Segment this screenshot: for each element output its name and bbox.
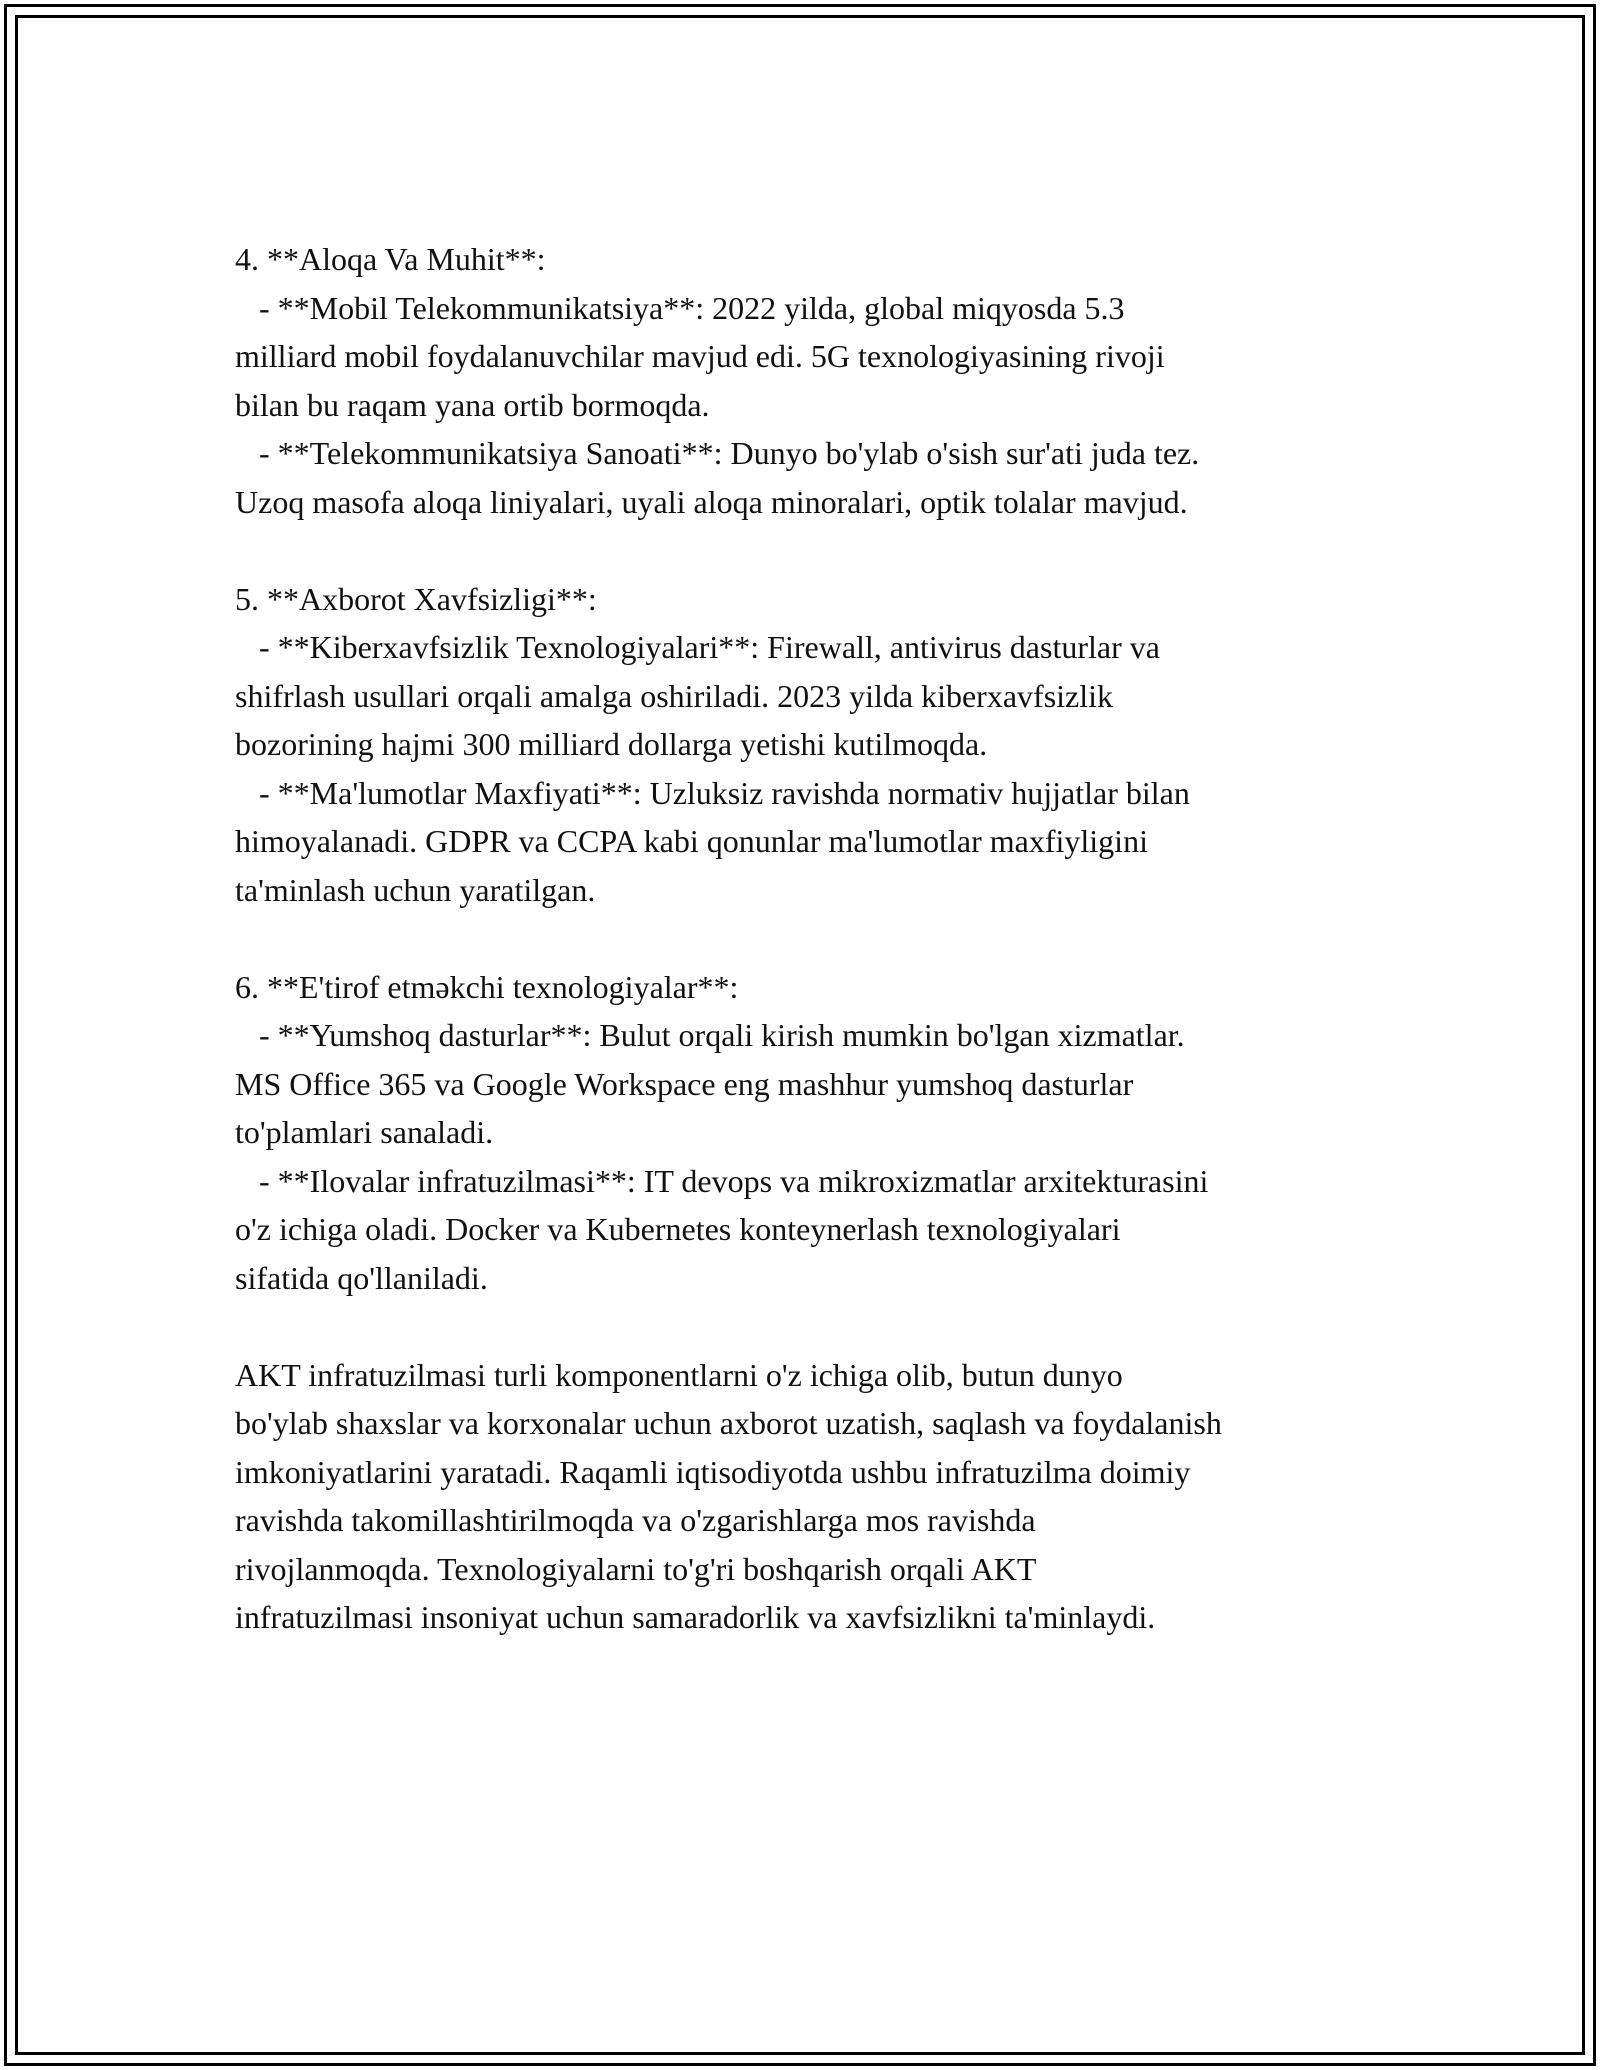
text-line: - **Ma'lumotlar Maxfiyati**: Uzluksiz ravishda normativ hujjatlar bilan bbox=[235, 774, 1190, 811]
text-line: milliard mobil foydalanuvchilar mavjud edi. 5G texnologiyasining rivoji bbox=[235, 338, 1165, 374]
text-line: - **Mobil Telekommunikatsiya**: 2022 yilda, global miqyosda 5.3 bbox=[235, 289, 1125, 326]
text-line: infratuzilmasi insoniyat uchun samaradorlik va xavfsizlikni ta'minlaydi. bbox=[235, 1599, 1156, 1635]
text-line: shifrlash usullari orqali amalga oshiriladi. 2023 yilda kiberxavfsizlik bbox=[235, 677, 1114, 714]
text-line: sifatida qo'llaniladi. bbox=[235, 1259, 488, 1296]
text-line: - **Telekommunikatsiya Sanoati**: Dunyo bo'ylab o'sish sur'ati juda tez. bbox=[235, 435, 1200, 471]
text-line: bilan bu raqam yana ortib bormoqda. bbox=[235, 386, 710, 423]
text-line: ta'minlash uchun yaratilgan. bbox=[235, 871, 596, 908]
text-line: AKT infratuzilmasi turli komponentlarni o'z ichiga olib, butun dunyo bbox=[235, 1356, 1123, 1393]
text-line: imkoniyatlarini yaratadi. Raqamli iqtisodiyotda ushbu infratuzilma doimiy bbox=[235, 1453, 1191, 1490]
text-line: himoyalanadi. GDPR va CCPA kabi qonunlar ma'lumotlar maxfiyligini bbox=[235, 823, 1148, 859]
text-line: - **Ilovalar infratuzilmasi**: IT devops va mikroxizmatlar arxitekturasini bbox=[235, 1162, 1209, 1199]
section-heading: 5. **Axborot Xavfsizligi**: bbox=[235, 580, 597, 617]
document-body bbox=[235, 235, 1395, 1642]
text-line: - **Yumshoq dasturlar**: Bulut orqali kirish mumkin bo'lgan xizmatlar. bbox=[235, 1017, 1185, 1053]
text-line: to'plamlari sanaladi. bbox=[235, 1114, 494, 1150]
section-heading: 6. **E'tirof etməkchi texnologiyalar**: bbox=[235, 968, 739, 1005]
text-line: - **Kiberxavfsizlik Texnologiyalari**: Firewall, antivirus dasturlar va bbox=[235, 629, 1160, 665]
text-line: MS Office 365 va Google Workspace eng mashhur yumshoq dasturlar bbox=[235, 1065, 1134, 1102]
section-axborot-xavfsizligi bbox=[235, 575, 1395, 915]
section-aloqa-va-muhit bbox=[235, 235, 1395, 526]
conclusion-paragraph bbox=[235, 1351, 1395, 1642]
text-line: bo'ylab shaxslar va korxonalar uchun axborot uzatish, saqlash va foydalanish bbox=[235, 1405, 1222, 1441]
text-line: Uzoq masofa aloqa liniyalari, uyali aloqa minoralari, optik tolalar mavjud. bbox=[235, 483, 1188, 520]
text-line: bozorining hajmi 300 milliard dollarga yetishi kutilmoqda. bbox=[235, 726, 988, 762]
section-etirof-texnologiyalar bbox=[235, 963, 1395, 1303]
section-heading: 4. **Aloqa Va Muhit**: bbox=[235, 241, 546, 277]
text-line: o'z ichiga oladi. Docker va Kubernetes konteynerlash texnologiyalari bbox=[235, 1211, 1121, 1247]
text-line: ravishda takomillashtirilmoqda va o'zgarishlarga mos ravishda bbox=[235, 1502, 1036, 1538]
text-line: rivojlanmoqda. Texnologiyalarni to'g'ri boshqarish orqali AKT bbox=[235, 1550, 1037, 1587]
